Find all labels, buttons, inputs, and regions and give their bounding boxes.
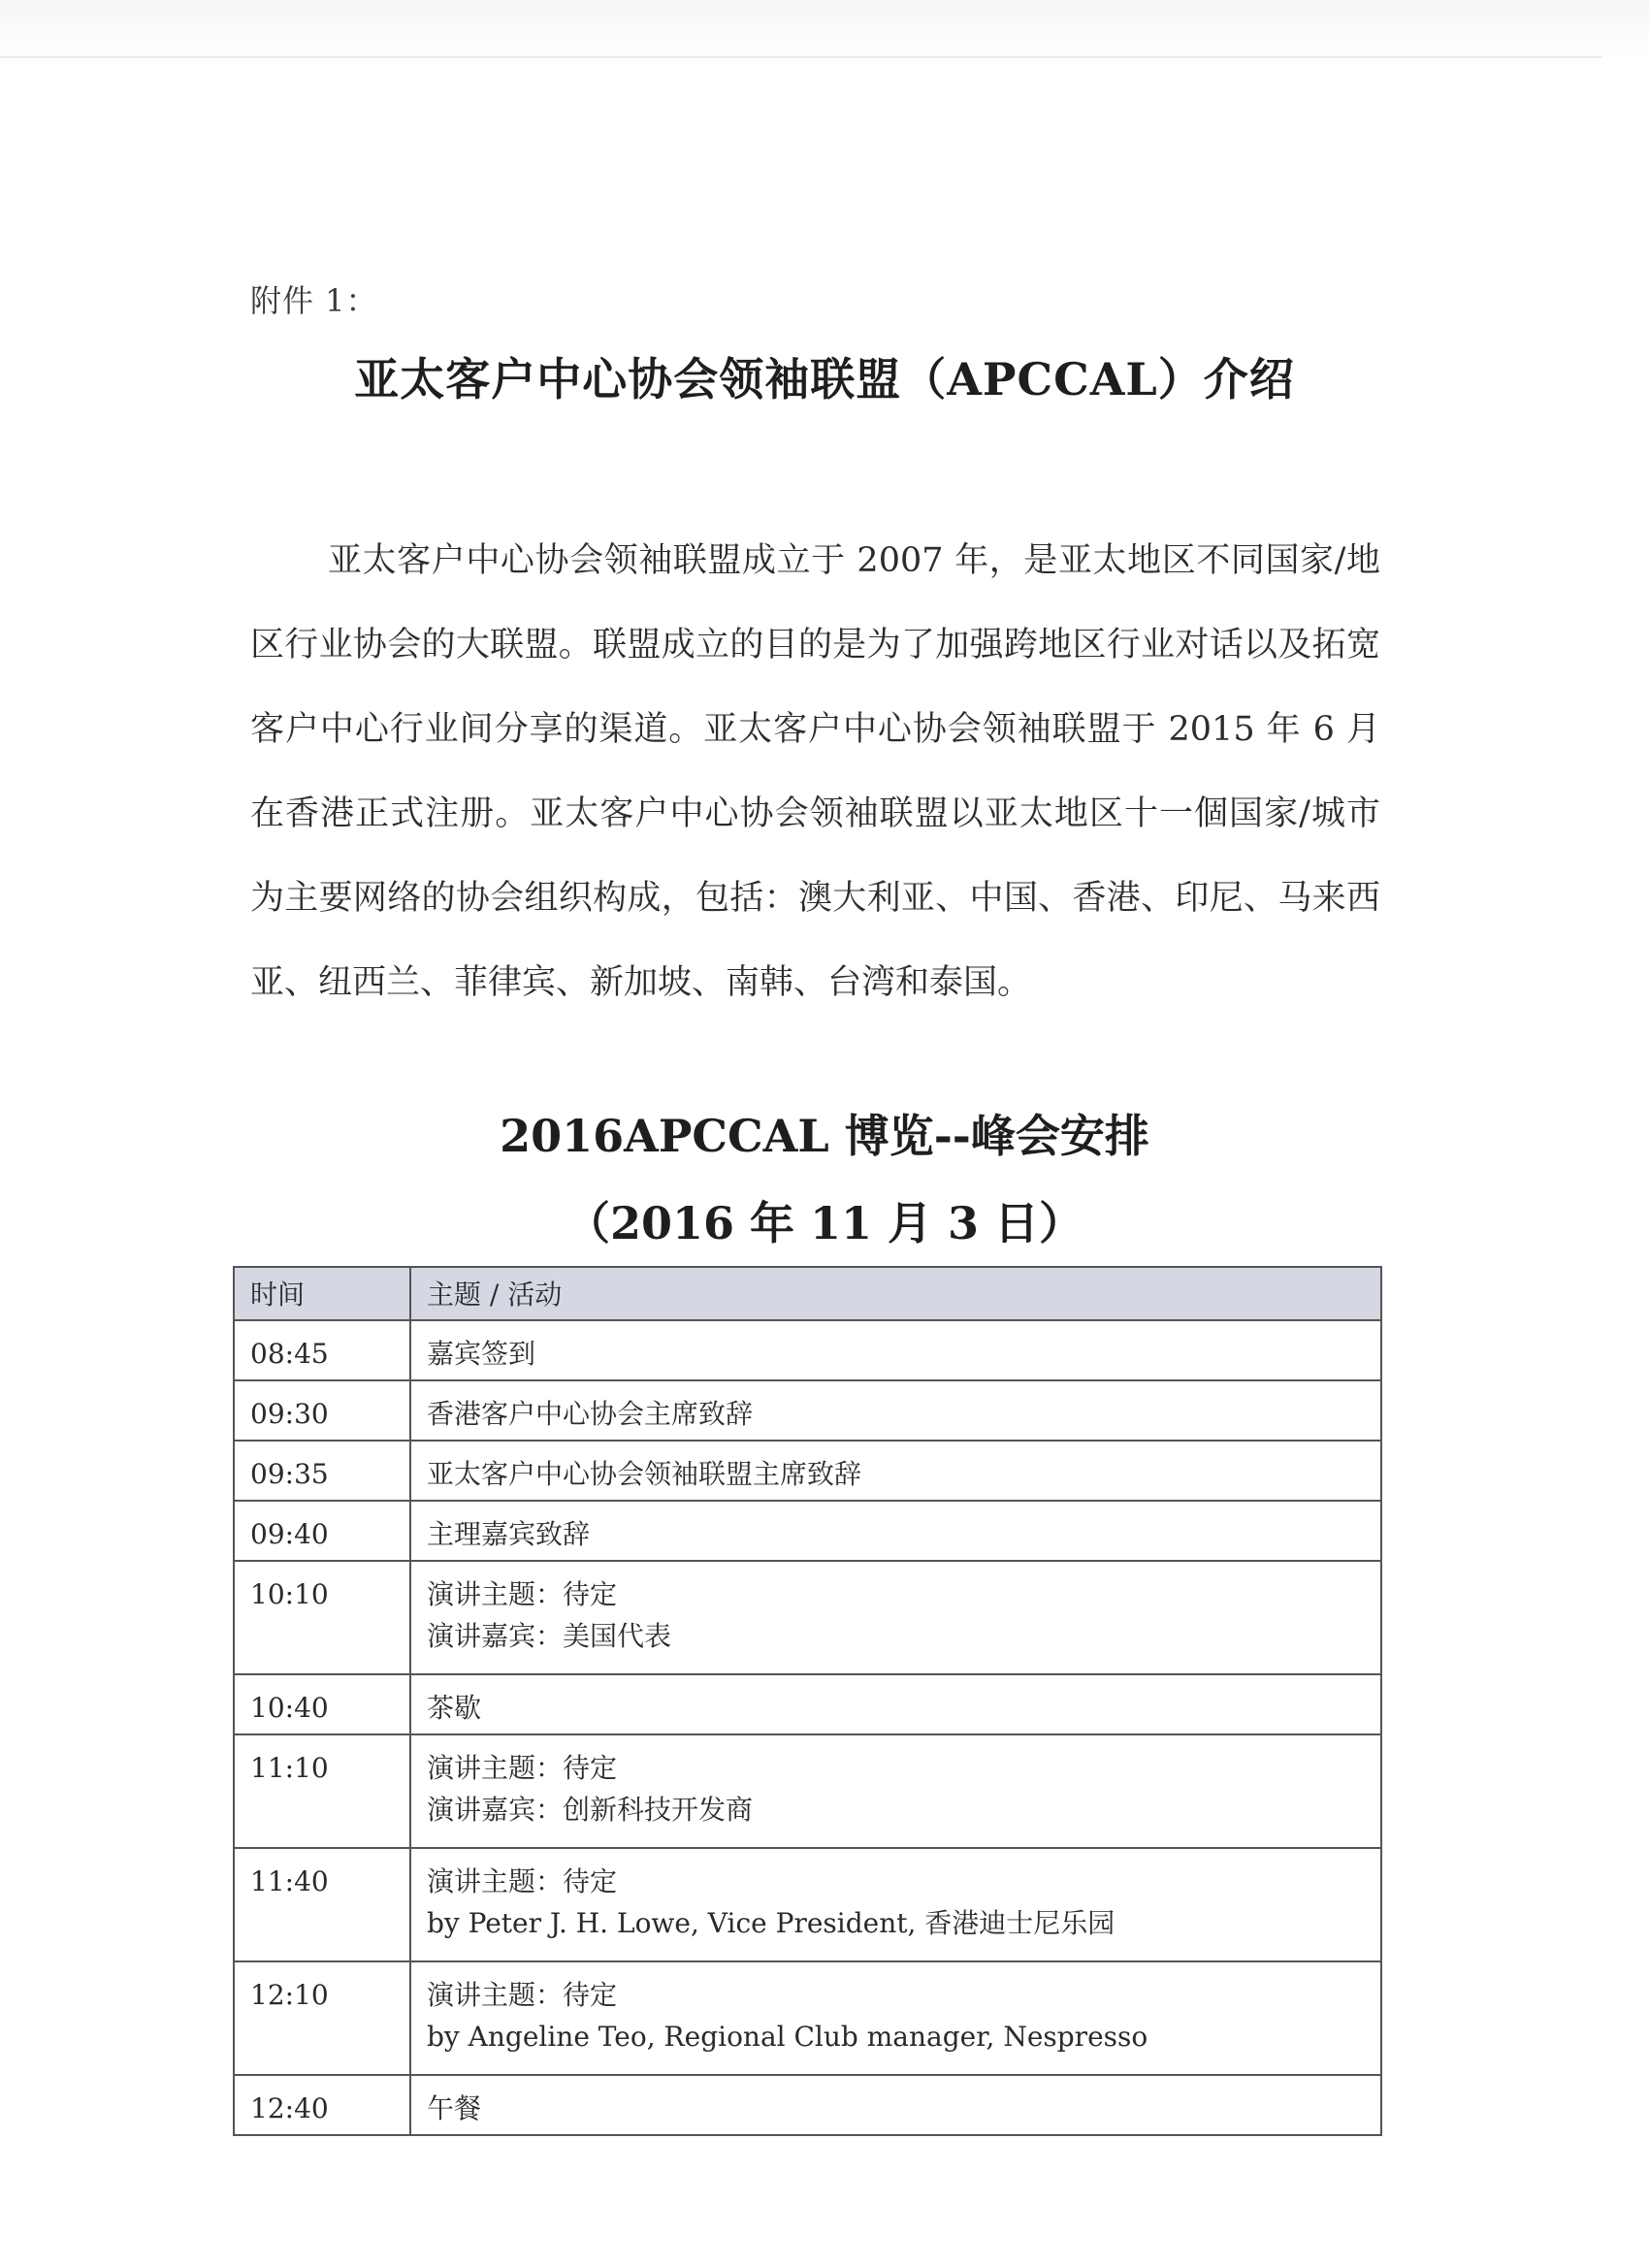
column-header-topic: 主题 / 活动 (410, 1267, 1381, 1320)
topic-cell (410, 1848, 1381, 1961)
topic-line: 亚太客户中心协会领袖联盟主席致辞 (427, 1458, 862, 1490)
time-cell: 10:40 (234, 1674, 410, 1734)
topic-cell (410, 1441, 1381, 1501)
topic-line: 演讲主题：待定 (427, 1752, 618, 1784)
topic-line: 嘉宾签到 (427, 1338, 536, 1370)
intro-paragraph: 亚太客户中心协会领袖联盟成立于 2007 年，是亚太地区不同国家/地区行业协会的大联盟。联盟成立的目的是为了加强跨地区行业对话以及拓宽客户中心行业间分享的渠道。亚太客户中心协会领袖联盟于 2015 年 6 月在香港正式注册。亚太客户中心协会领袖联盟以亚太地区十一個国家/城市为主要网络的协会组织构成，包括：澳大利亚、中国、香港、印尼、马来西亚、纽西兰、菲律宾、新加坡、南韩、台湾和泰国。 (250, 541, 1380, 1002)
document-title: 亚太客户中心协会领袖联盟（APCCAL）介绍 (354, 353, 1295, 405)
attachment-label: 附件 1： (250, 282, 378, 319)
topic-line: 演讲主题：待定 (427, 1578, 618, 1610)
table-row (234, 1848, 1381, 1961)
time-cell: 08:45 (234, 1320, 410, 1380)
speaker-line: 演讲嘉宾：创新科技开发商 (427, 1794, 754, 1826)
time-cell: 10:10 (234, 1561, 410, 1674)
time-cell: 11:10 (234, 1734, 410, 1848)
speaker-line: by Peter J. H. Lowe, Vice President, 香港迪士尼乐园 (427, 1907, 1116, 1939)
agenda-date: （2016 年 11 月 3 日） (565, 1197, 1084, 1249)
topic-cell (410, 1674, 1381, 1734)
topic-cell (410, 1734, 1381, 1848)
time-cell: 11:40 (234, 1848, 410, 1961)
topic-line: 演讲主题：待定 (427, 1865, 618, 1897)
time-cell: 09:40 (234, 1501, 410, 1561)
topic-cell (410, 1961, 1381, 2075)
topic-line: 午餐 (427, 2092, 482, 2124)
table-row (234, 1734, 1381, 1848)
time-cell: 09:35 (234, 1441, 410, 1501)
agenda-table (233, 1266, 1382, 2136)
table-row (234, 1674, 1381, 1734)
topic-line: 主理嘉宾致辞 (427, 1518, 591, 1550)
table-row (234, 1380, 1381, 1441)
table-header-row (234, 1267, 1381, 1320)
table-row (234, 1561, 1381, 1674)
scan-top-band (0, 0, 1649, 56)
table-row (234, 1320, 1381, 1380)
time-cell: 12:10 (234, 1961, 410, 2075)
speaker-line: 演讲嘉宾：美国代表 (427, 1620, 672, 1652)
topic-cell (410, 2075, 1381, 2135)
topic-cell (410, 1501, 1381, 1561)
table-row (234, 1501, 1381, 1561)
speaker-line: by Angeline Teo, Regional Club manager, Nespresso (427, 2021, 1148, 2053)
scan-edge-line (0, 56, 1602, 58)
agenda-title: 2016APCCAL 博览--峰会安排 (500, 1110, 1149, 1162)
table-row (234, 1441, 1381, 1501)
topic-line: 茶歇 (427, 1692, 482, 1724)
table-row (234, 2075, 1381, 2135)
table-row (234, 1961, 1381, 2075)
topic-line: 演讲主题：待定 (427, 1979, 618, 2011)
time-cell: 12:40 (234, 2075, 410, 2135)
topic-cell (410, 1380, 1381, 1441)
topic-cell (410, 1561, 1381, 1674)
topic-line: 香港客户中心协会主席致辞 (427, 1398, 754, 1430)
topic-cell (410, 1320, 1381, 1380)
column-header-time: 时间 (234, 1267, 410, 1320)
time-cell: 09:30 (234, 1380, 410, 1441)
